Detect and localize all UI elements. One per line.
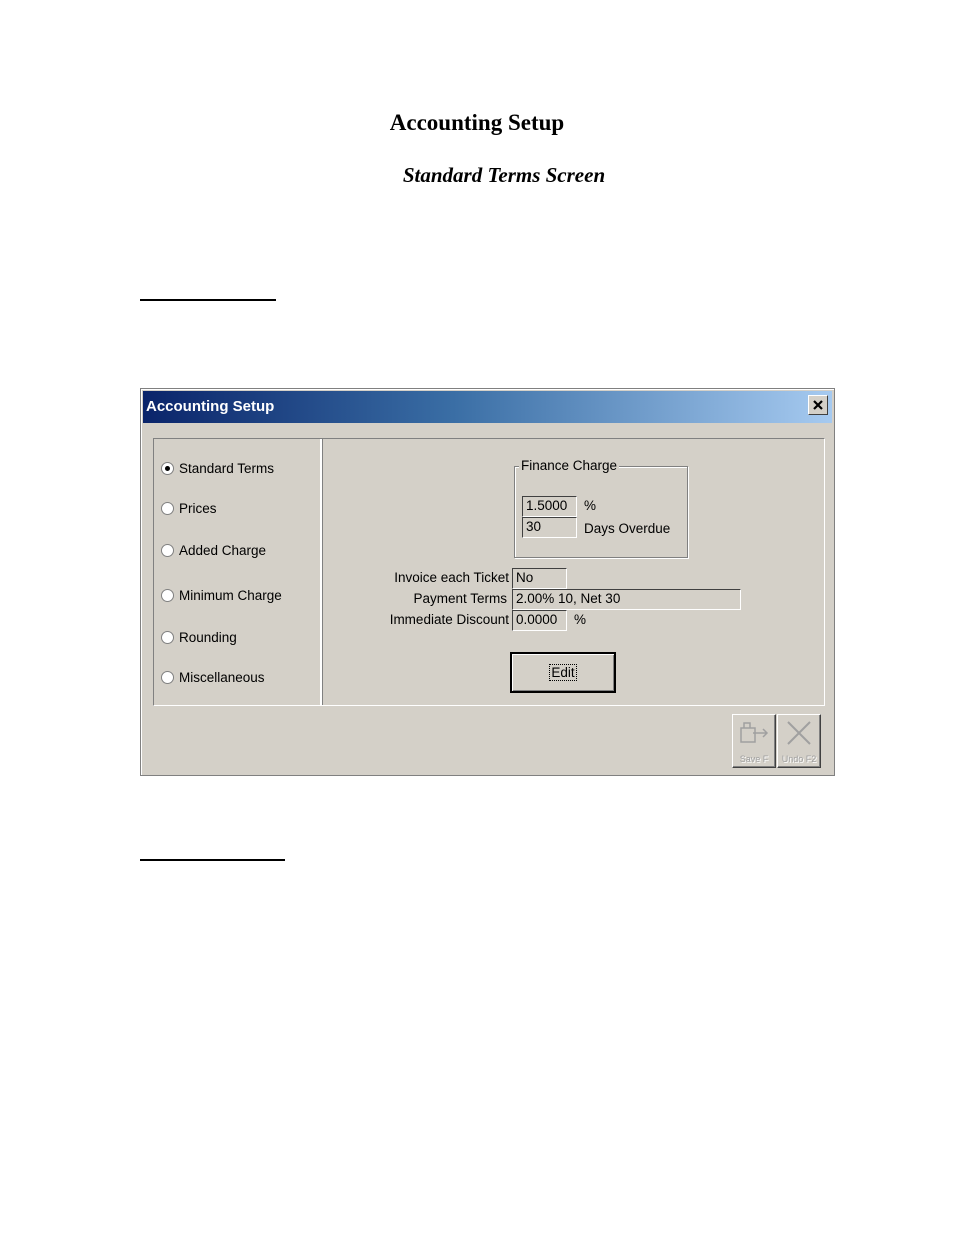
radio-prices[interactable] xyxy=(161,502,174,515)
option-label: Added Charge xyxy=(179,543,267,558)
option-label: Standard Terms xyxy=(179,461,275,476)
window-title: Accounting Setup xyxy=(146,398,275,415)
page-subtitle: Standard Terms Screen xyxy=(402,163,606,187)
edit-button[interactable] xyxy=(510,652,616,693)
option-standard-terms[interactable] xyxy=(161,461,274,476)
immediate-discount-label: Immediate Discount xyxy=(389,612,509,627)
option-label: Minimum Charge xyxy=(179,588,282,603)
days-overdue-field[interactable]: 30 xyxy=(522,517,577,538)
radio-miscellaneous[interactable] xyxy=(161,671,174,684)
close-icon xyxy=(813,400,823,410)
save-button[interactable] xyxy=(732,714,776,768)
edit-button-label: Edit xyxy=(551,665,575,680)
days-overdue-label: Days Overdue xyxy=(584,521,671,536)
finance-charge-group xyxy=(514,458,688,558)
save-button-label: Save F xyxy=(739,754,769,764)
option-minimum-charge[interactable] xyxy=(161,588,282,603)
finance-charge-label: Finance Charge xyxy=(521,458,618,473)
immediate-discount-unit: % xyxy=(574,612,587,627)
section-rule-1 xyxy=(140,299,276,301)
finance-rate-field[interactable]: 1.5000 xyxy=(522,496,577,517)
option-added-charge[interactable] xyxy=(161,543,266,558)
option-label: Rounding xyxy=(179,630,237,645)
option-miscellaneous[interactable] xyxy=(161,670,265,685)
radio-rounding[interactable] xyxy=(161,631,174,644)
radio-standard-terms[interactable] xyxy=(161,462,174,475)
invoice-each-ticket-label: Invoice each Ticket xyxy=(394,570,509,585)
finance-rate-unit: % xyxy=(584,498,597,513)
payment-terms-label: Payment Terms xyxy=(413,591,507,606)
undo-button[interactable] xyxy=(777,714,821,768)
radio-added-charge[interactable] xyxy=(161,544,174,557)
invoice-each-ticket-field[interactable]: No xyxy=(512,568,567,589)
undo-button-label: Undo F2 xyxy=(781,754,817,764)
accounting-setup-window xyxy=(140,388,835,776)
radio-minimum-charge[interactable] xyxy=(161,589,174,602)
page-title: Accounting Setup xyxy=(389,110,565,135)
section-rule-2 xyxy=(140,859,285,861)
option-label: Miscellaneous xyxy=(179,670,265,685)
option-prices[interactable] xyxy=(161,501,217,516)
save-icon xyxy=(739,720,771,746)
immediate-discount-field[interactable]: 0.0000 xyxy=(512,610,567,631)
title-bar[interactable] xyxy=(143,391,832,423)
undo-icon xyxy=(784,720,816,746)
payment-terms-field[interactable]: 2.00% 10, Net 30 xyxy=(512,589,741,610)
option-rounding[interactable] xyxy=(161,630,237,645)
option-label: Prices xyxy=(179,501,217,516)
close-button[interactable] xyxy=(808,395,828,415)
options-panel xyxy=(154,439,322,705)
